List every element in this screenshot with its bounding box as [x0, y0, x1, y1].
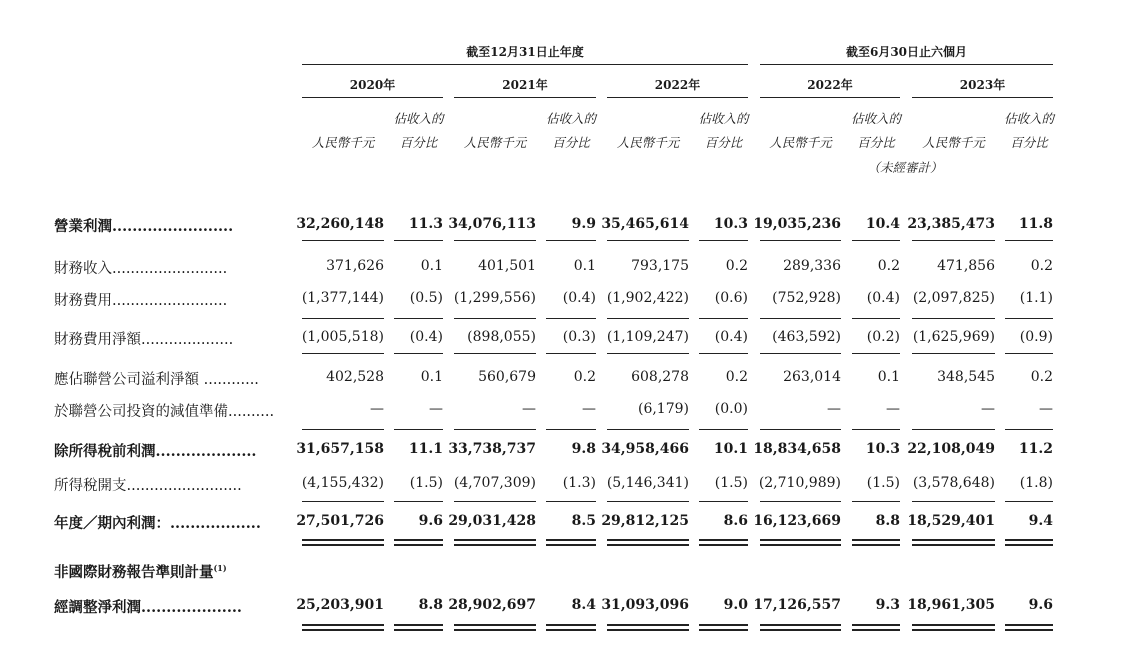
amount-cell: — — [827, 401, 841, 417]
subtotal-rule — [760, 501, 841, 502]
year-header: 2020年 — [349, 78, 396, 92]
percent-cell: 11.8 — [1018, 216, 1053, 232]
double-rule — [454, 544, 536, 546]
amount-cell: (1,377,144) — [301, 290, 384, 306]
row-label: 應佔聯營公司溢利淨額 ............ — [54, 372, 259, 388]
subtotal-rule — [699, 240, 748, 241]
percent-cell: 10.4 — [865, 216, 900, 232]
amount-cell: (752,928) — [772, 290, 841, 306]
amount-cell: 23,385,473 — [907, 216, 995, 232]
unit-percent-line2: 百分比 — [857, 135, 895, 150]
row-label: 於聯營公司投資的減值準備.......... — [54, 404, 275, 420]
amount-cell: 18,529,401 — [907, 513, 995, 529]
double-rule — [546, 544, 596, 546]
percent-cell: 10.1 — [713, 441, 748, 457]
amount-cell: (4,155,432) — [301, 475, 384, 491]
amount-cell: 348,545 — [937, 369, 995, 385]
row-label: 營業利潤........................ — [54, 218, 234, 235]
subtotal-rule — [760, 240, 841, 241]
subtotal-rule — [454, 429, 536, 430]
year-header-underline — [912, 97, 1053, 98]
double-rule — [760, 539, 841, 541]
percent-cell: 0.2 — [1030, 369, 1053, 385]
amount-cell: 401,501 — [478, 258, 536, 274]
amount-cell: 289,336 — [783, 258, 841, 274]
subtotal-rule — [607, 501, 689, 502]
amount-cell: (3,578,648) — [912, 475, 995, 491]
amount-cell: (1,109,247) — [606, 329, 689, 345]
subtotal-rule — [1005, 353, 1053, 354]
year-header: 2022年 — [807, 78, 853, 92]
double-rule — [912, 539, 995, 541]
double-rule — [760, 624, 841, 626]
subtotal-rule — [302, 501, 384, 502]
double-rule — [852, 624, 900, 626]
percent-cell: 10.3 — [713, 216, 748, 232]
amount-cell: 33,738,737 — [448, 441, 536, 457]
amount-cell: 371,626 — [326, 258, 384, 274]
subtotal-rule — [760, 429, 841, 430]
amount-cell: (5,146,341) — [606, 475, 689, 491]
row-label: 經調整淨利潤.................... — [54, 599, 242, 616]
unit-amount: 人民幣千元 — [463, 135, 527, 150]
percent-cell: (1.5) — [409, 475, 443, 491]
group-header-underline — [760, 64, 1053, 65]
subtotal-rule — [1005, 429, 1053, 430]
amount-cell: 18,961,305 — [907, 597, 995, 613]
double-rule — [454, 539, 536, 541]
double-rule — [760, 629, 841, 631]
percent-cell: (0.0) — [714, 401, 748, 417]
subtotal-rule — [394, 353, 443, 354]
percent-cell: (0.4) — [714, 329, 748, 345]
subtotal-rule — [546, 353, 596, 354]
percent-cell: 11.1 — [408, 441, 443, 457]
double-rule — [760, 544, 841, 546]
subtotal-rule — [546, 318, 596, 319]
percent-cell: 0.2 — [725, 369, 748, 385]
double-rule — [546, 539, 596, 541]
percent-cell: (1.1) — [1019, 290, 1053, 306]
subtotal-rule — [912, 429, 995, 430]
amount-cell: (1,902,422) — [606, 290, 689, 306]
subtotal-rule — [912, 240, 995, 241]
amount-cell: (1,299,556) — [453, 290, 536, 306]
percent-cell: 0.2 — [1030, 258, 1053, 274]
double-rule — [699, 629, 748, 631]
amount-cell: 263,014 — [783, 369, 841, 385]
percent-cell: 9.3 — [875, 597, 900, 613]
percent-cell: 0.2 — [877, 258, 900, 274]
subtotal-rule — [699, 501, 748, 502]
percent-cell: 10.3 — [865, 441, 900, 457]
double-rule — [394, 539, 443, 541]
percent-cell: — — [429, 401, 443, 417]
double-rule — [394, 624, 443, 626]
percent-cell: 9.9 — [571, 216, 596, 232]
percent-cell: (1.8) — [1019, 475, 1053, 491]
percent-cell: 0.2 — [725, 258, 748, 274]
subtotal-rule — [394, 429, 443, 430]
subtotal-rule — [302, 429, 384, 430]
double-rule — [302, 539, 384, 541]
percent-cell: — — [1039, 401, 1053, 417]
amount-cell: (2,097,825) — [912, 290, 995, 306]
subtotal-rule — [302, 318, 384, 319]
subtotal-rule — [607, 318, 689, 319]
footnote-marker: (1) — [213, 563, 227, 574]
double-rule — [546, 624, 596, 626]
year-header-underline — [607, 97, 748, 98]
unit-amount: 人民幣千元 — [311, 135, 375, 150]
amount-cell: (4,707,309) — [453, 475, 536, 491]
unit-amount: 人民幣千元 — [769, 135, 832, 150]
subtotal-rule — [760, 318, 841, 319]
subtotal-rule — [454, 501, 536, 502]
unit-percent-line2: 百分比 — [552, 135, 590, 150]
subtotal-rule — [546, 429, 596, 430]
percent-cell: (0.4) — [866, 290, 900, 306]
double-rule — [912, 629, 995, 631]
unit-percent-line1: 佔收入的 — [698, 111, 749, 126]
double-rule — [1005, 539, 1053, 541]
subtotal-rule — [699, 318, 748, 319]
double-rule — [852, 629, 900, 631]
year-header-underline — [454, 97, 596, 98]
group-header-interim: 截至6月30日止六個月 — [845, 45, 968, 59]
subtotal-rule — [607, 240, 689, 241]
double-rule — [1005, 624, 1053, 626]
double-rule — [912, 624, 995, 626]
percent-cell: (1.5) — [866, 475, 900, 491]
amount-cell: (898,055) — [467, 329, 536, 345]
percent-cell: 0.2 — [573, 369, 596, 385]
subtotal-rule — [607, 353, 689, 354]
amount-cell: 16,123,669 — [753, 513, 841, 529]
percent-cell: (0.3) — [562, 329, 596, 345]
percent-cell: 0.1 — [420, 258, 443, 274]
percent-cell: 8.6 — [723, 513, 748, 529]
amount-cell: 471,856 — [937, 258, 995, 274]
percent-cell: (1.5) — [714, 475, 748, 491]
amount-cell: (2,710,989) — [758, 475, 841, 491]
subtotal-rule — [607, 429, 689, 430]
double-rule — [607, 544, 689, 546]
unit-amount: 人民幣千元 — [922, 135, 985, 150]
percent-cell: — — [582, 401, 596, 417]
subtotal-rule — [760, 353, 841, 354]
percent-cell: 11.2 — [1018, 441, 1053, 457]
amount-cell: 19,035,236 — [753, 216, 841, 232]
unit-percent-line1: 佔收入的 — [1003, 111, 1054, 126]
double-rule — [607, 624, 689, 626]
amount-cell: — — [522, 401, 536, 417]
double-rule — [302, 544, 384, 546]
percent-cell: 9.6 — [1028, 597, 1053, 613]
amount-cell: 25,203,901 — [296, 597, 384, 613]
double-rule — [607, 539, 689, 541]
percent-cell: (0.4) — [409, 329, 443, 345]
percent-cell: (0.4) — [562, 290, 596, 306]
subtotal-rule — [1005, 318, 1053, 319]
percent-cell: 9.8 — [571, 441, 596, 457]
row-label: 財務費用......................... — [54, 293, 228, 309]
amount-cell: 22,108,049 — [907, 441, 995, 457]
row-label: 財務費用淨額.................... — [54, 332, 234, 348]
amount-cell: 31,657,158 — [296, 441, 384, 457]
amount-cell: 29,812,125 — [601, 513, 689, 529]
percent-cell: (0.2) — [866, 329, 900, 345]
percent-cell: (1.3) — [562, 475, 596, 491]
amount-cell: — — [981, 401, 995, 417]
subtotal-rule — [454, 353, 536, 354]
percent-cell: 9.4 — [1028, 513, 1053, 529]
amount-cell: — — [370, 401, 384, 417]
year-header: 2022年 — [654, 78, 701, 92]
amount-cell: 35,465,614 — [601, 216, 689, 232]
unaudited-note: （未經審計） — [867, 160, 943, 175]
percent-cell: 8.8 — [875, 513, 900, 529]
amount-cell: 27,501,726 — [296, 513, 384, 529]
subtotal-rule — [302, 353, 384, 354]
percent-cell: 9.6 — [418, 513, 443, 529]
double-rule — [852, 544, 900, 546]
percent-cell: 9.0 — [723, 597, 748, 613]
non-ifrs-heading — [54, 561, 227, 582]
amount-cell: 29,031,428 — [448, 513, 536, 529]
subtotal-rule — [546, 501, 596, 502]
double-rule — [912, 544, 995, 546]
percent-cell: 8.5 — [571, 513, 596, 529]
subtotal-rule — [394, 318, 443, 319]
row-label: 所得稅開支......................... — [54, 478, 242, 494]
double-rule — [699, 624, 748, 626]
row-label: 財務收入......................... — [54, 261, 228, 277]
double-rule — [607, 629, 689, 631]
percent-cell: 0.1 — [573, 258, 596, 274]
unit-percent-line2: 百分比 — [704, 135, 743, 150]
double-rule — [852, 539, 900, 541]
subtotal-rule — [852, 240, 900, 241]
double-rule — [454, 624, 536, 626]
amount-cell: 560,679 — [478, 369, 536, 385]
subtotal-rule — [912, 318, 995, 319]
amount-cell: 18,834,658 — [753, 441, 841, 457]
subtotal-rule — [394, 240, 443, 241]
double-rule — [699, 544, 748, 546]
unit-percent-line2: 百分比 — [1010, 135, 1048, 150]
amount-cell: 31,093,096 — [601, 597, 689, 613]
amount-cell: 17,126,557 — [753, 597, 841, 613]
subtotal-rule — [699, 353, 748, 354]
double-rule — [394, 629, 443, 631]
double-rule — [699, 539, 748, 541]
percent-cell: (0.5) — [409, 290, 443, 306]
percent-cell: — — [886, 401, 900, 417]
unit-percent-line1: 佔收入的 — [545, 111, 596, 126]
amount-cell: 34,076,113 — [448, 216, 536, 232]
percent-cell: 8.4 — [571, 597, 596, 613]
amount-cell: 402,528 — [326, 369, 384, 385]
amount-cell: (463,592) — [772, 329, 841, 345]
unit-amount: 人民幣千元 — [616, 135, 680, 150]
percent-cell: 11.3 — [408, 216, 443, 232]
subtotal-rule — [699, 429, 748, 430]
subtotal-rule — [546, 240, 596, 241]
subtotal-rule — [912, 501, 995, 502]
percent-cell: (0.9) — [1019, 329, 1053, 345]
amount-cell: (6,179) — [637, 401, 689, 417]
unit-percent-line1: 佔收入的 — [393, 111, 444, 126]
amount-cell: 28,902,697 — [448, 597, 536, 613]
group-header-underline — [302, 64, 748, 65]
subtotal-rule — [1005, 240, 1053, 241]
double-rule — [394, 544, 443, 546]
amount-cell: (1,625,969) — [912, 329, 995, 345]
row-label: 除所得稅前利潤.................... — [54, 443, 257, 460]
percent-cell: 0.1 — [420, 369, 443, 385]
amount-cell: 793,175 — [631, 258, 689, 274]
subtotal-rule — [454, 318, 536, 319]
double-rule — [302, 624, 384, 626]
subtotal-rule — [912, 353, 995, 354]
amount-cell: (1,005,518) — [301, 329, 384, 345]
amount-cell: 34,958,466 — [601, 441, 689, 457]
percent-cell: 0.1 — [877, 369, 900, 385]
year-header-underline — [760, 97, 900, 98]
row-label: 年度／期內利潤：.................. — [54, 515, 261, 532]
amount-cell: 32,260,148 — [296, 216, 384, 232]
unit-percent-line2: 百分比 — [399, 135, 438, 150]
double-rule — [546, 629, 596, 631]
year-header-underline — [302, 97, 443, 98]
subtotal-rule — [852, 429, 900, 430]
subtotal-rule — [852, 353, 900, 354]
non-ifrs-label: 非國際財務報告準則計量 — [54, 564, 214, 581]
double-rule — [1005, 629, 1053, 631]
group-header-annual: 截至12月31日止年度 — [466, 45, 584, 59]
subtotal-rule — [454, 240, 536, 241]
year-header: 2021年 — [502, 78, 548, 92]
subtotal-rule — [302, 240, 384, 241]
unit-percent-line1: 佔收入的 — [850, 111, 901, 126]
subtotal-rule — [852, 318, 900, 319]
subtotal-rule — [1005, 501, 1053, 502]
double-rule — [1005, 544, 1053, 546]
subtotal-rule — [394, 501, 443, 502]
double-rule — [302, 629, 384, 631]
double-rule — [454, 629, 536, 631]
percent-cell: (0.6) — [714, 290, 748, 306]
subtotal-rule — [852, 501, 900, 502]
percent-cell: 8.8 — [418, 597, 443, 613]
year-header: 2023年 — [959, 78, 1006, 92]
amount-cell: 608,278 — [631, 369, 689, 385]
